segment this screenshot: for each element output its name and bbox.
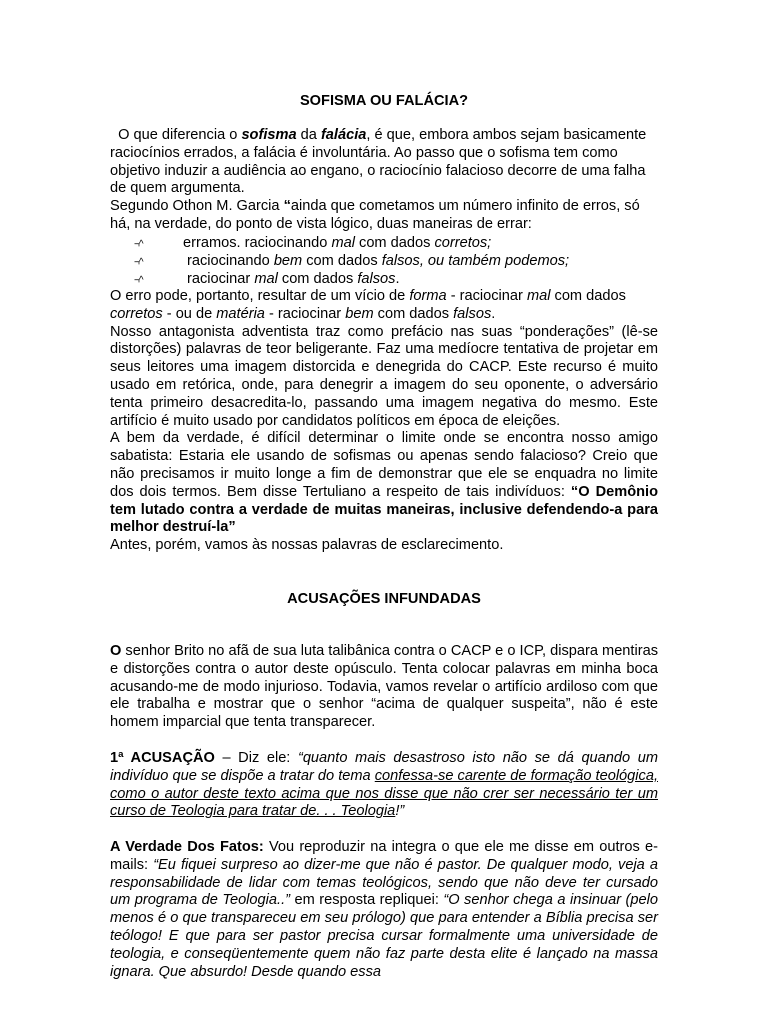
fatos-block: [110, 839, 658, 981]
antes-paragraph: Antes, porém, vamos às nossas palavras de esclarecimento.: [110, 537, 504, 554]
intro-block: [110, 127, 658, 234]
list-item-text: raciocinar mal com dados falsos.: [187, 270, 400, 287]
list-item-text: raciocinando bem com dados falsos, ou também podemos;: [187, 252, 570, 269]
intro-text-3: , é que, embora ambos sejam basicamente raciocínios errados, a falácia é involuntária. Ao passo que o sofisma tem como objetivo induzir a audiência ao engano, o raciocínio falacioso decorre de uma falha de quem argumenta.: [110, 127, 647, 197]
term-falacia: falácia: [320, 127, 367, 143]
verdade-paragraph: A bem da verdade, é difícil determinar o limite onde se encontra nosso amigo sabatista: Estaria ele usando de sofismas ou apenas sendo falacioso? Creio que não precisamos ir muito longe a fim de demonstrar que ele se enquadra no limite dos dois termos. Bem disse Tertuliano a respeito de tais indivíduos: “O Demônio tem lutado contra a verdade de muitas maneiras, inclusive defendendo-a para melhor destruí-la”: [110, 430, 658, 536]
errors-list: [110, 235, 658, 288]
heading-acusacoes-infundadas: ACUSAÇÕES INFUNDADAS: [287, 591, 481, 607]
erro-paragraph: O erro pode, portanto, resultar de um vício de forma - raciocinar mal com dados corretos - ou de matéria - raciocinar bem com dados falsos.: [110, 288, 626, 322]
list-item-text: erramos. raciocinando mal com dados corretos;: [183, 235, 492, 251]
fatos-label: A Verdade Dos Fatos:: [110, 839, 264, 855]
heading-sofisma-ou-falacia: SOFISMA OU FALÁCIA?: [299, 93, 469, 109]
antagonista-paragraph: Nosso antagonista adventista traz como prefácio nas suas “ponderações” (lê-se distorções) palavras de teor beligerante. Faz uma medíocre tentativa de projetar em seus leitores uma imagem distorcida e denegrida do CACP. Este recurso é muito usado em retórica, onde, para denegrir a imagem do seu oponente, o adversário tenta primeiro desacredita-lo, passando uma imagem negativa do mesmo. Este artifício é muito usado por candidatos políticos em época de eleições.: [110, 323, 658, 429]
intro-paragraph: [110, 127, 658, 198]
bullet-mark-icon: ¬^: [134, 256, 143, 268]
list-item: [110, 235, 658, 253]
fatos-paragraph: A Verdade Dos Fatos: Vou reproduzir na integra o que ele me disse em outros e-mails: “Eu fiquei surpreso ao dizer-me que não é pastor. De qualquer modo, veja a responsabilidade de lidar com temas teológicos, sendo que não deve ter cursado um programa de Teologia..” em resposta repliquei: “O senhor chega a insinuar (pelo menos é o que transpareceu em seu prólogo) que para entender a Bíblia precisa ser teólogo! E que para ser pastor precisa cursar formalmente uma universidade de teologia, e conseqüentemente quem não faz parte desta elite é lançado na massa ignara. Que absurdo! Desde quando essa: [110, 839, 658, 980]
brito-paragraph: O senhor Brito no afã de sua luta talibânica contra o CACP e o ICP, dispara mentiras e distorções contra o autor deste opúsculo. Tenta colocar palavras em minha boca acusando-me de modo injurioso. Todavia, vamos revelar o artifício ardiloso com que ele trabalha e mostrar que o senhor “acima de qualquer suspeita”, não é este homem imparcial que tenta transparecer.: [110, 643, 658, 731]
acusacao-paragraph: 1ª ACUSAÇÃO – Diz ele: “quanto mais desastroso isto não se dá quando um indivíduo que se dispõe a tratar do tema confessa-se carente de formação teológica, como o autor deste texto acima que nos disse que não crer ser necessário ter um curso de Teologia para tratar de. . . Teologia!”: [110, 750, 658, 820]
tertuliano-quote: “O Demônio tem lutado contra a verdade de muitas maneiras, inclusive defendendo-a para melhor destruí-la”: [110, 483, 658, 536]
garcia-text-2: ainda que cometamos um número infinito de erros, só há, na verdade, do ponto de vista lógico, duas maneiras de errar:: [110, 198, 640, 232]
list-item: [110, 271, 658, 289]
term-sofisma: sofisma: [241, 127, 297, 143]
acusacao-label: 1ª ACUSAÇÃO: [110, 750, 215, 766]
erro-block: [110, 288, 658, 555]
bullet-mark-icon: ¬^: [134, 274, 143, 286]
bullet-mark-icon: ¬^: [134, 239, 143, 250]
list-item: [110, 253, 658, 271]
intro-text-1: O que diferencia o: [118, 127, 242, 143]
acusacao-block: [110, 750, 658, 821]
brito-block: [110, 643, 658, 732]
intro-text-2: da: [296, 127, 321, 143]
garcia-quote-mark: “: [283, 198, 291, 215]
garcia-paragraph: [110, 198, 658, 234]
garcia-text-1: Segundo Othon M. Garcia: [110, 198, 284, 215]
